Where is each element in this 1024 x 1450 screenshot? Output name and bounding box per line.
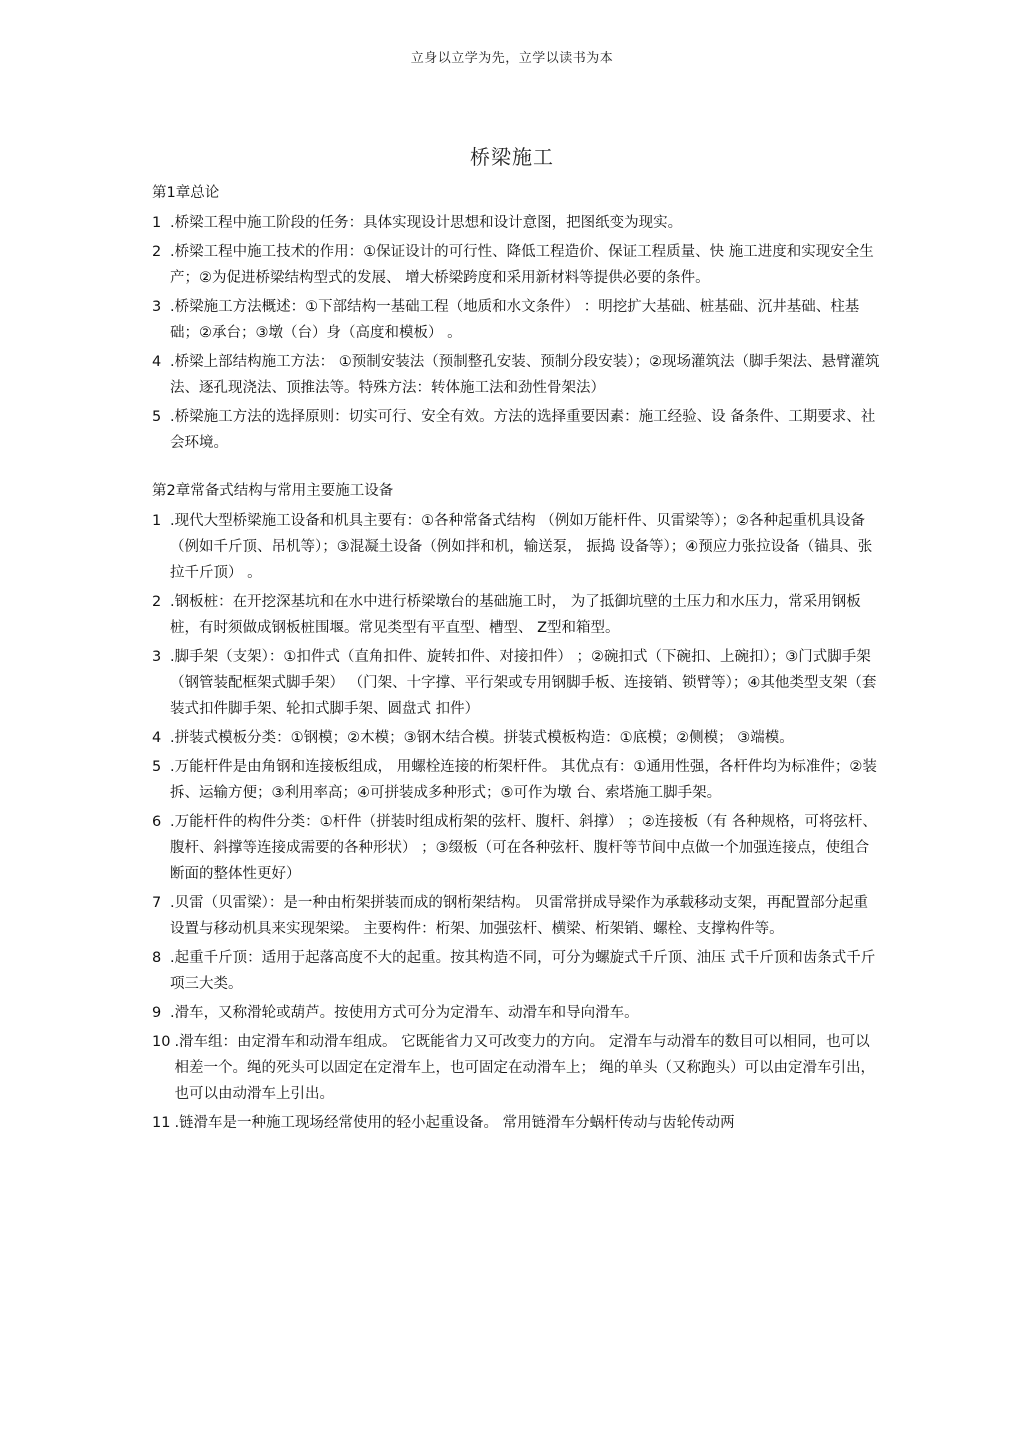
list-item <box>152 890 882 942</box>
item-number: 2 <box>152 594 162 610</box>
item-number: 2 <box>152 244 162 260</box>
item-text: .拼装式模板分类：①钢模；②木模；③钢木结合模。拼装式模板构造：①底模；②侧模； ③端模。 <box>170 730 794 746</box>
list-item <box>152 589 882 641</box>
list-item <box>152 754 882 806</box>
item-text: .起重千斤顶：适用于起落高度不大的起重。按其构造不同，可分为螺旋式千斤顶、油压 式千斤顶和齿条式千斤项三大类。 <box>170 950 876 992</box>
item-text: .贝雷（贝雷梁）：是一种由桁架拼装而成的钢桁架结构。 贝雷常拼成导梁作为承载移动支架，再配置部分起重设置与移动机具来实现架梁。 主要构件：桁架、加强弦杆、横梁、桁架销、螺栓、支撑构件等。 <box>170 895 868 937</box>
item-text: .现代大型桥梁施工设备和机具主要有：①各种常备式结构 （例如万能杆件、贝雷梁等）；②各种起重机具设备（例如千斤顶、吊机等）；③混凝土设备（例如拌和机，输送泵， 振捣 设备等）；④预应力张拉设备（锚具、张拉千斤顶） 。 <box>170 513 873 581</box>
item-number: 7 <box>152 895 162 911</box>
document-body <box>152 180 882 1139</box>
item-number: 5 <box>152 759 162 775</box>
item-number: 11 <box>152 1115 171 1131</box>
item-number: 4 <box>152 354 162 370</box>
list-item <box>152 725 882 751</box>
list-item <box>152 239 882 291</box>
item-text: .链滑车是一种施工现场经常使用的轻小起重设备。 常用链滑车分蜗杆传动与齿轮传动两 <box>174 1115 735 1131</box>
list-item <box>152 809 882 887</box>
list-item <box>152 1000 882 1026</box>
item-text: .桥梁工程中施工技术的作用：①保证设计的可行性、降低工程造价、保证工程质量、快 施工进度和实现安全生产；②为促进桥梁结构型式的发展、 增大桥梁跨度和采用新材料等提供必要的条件。 <box>170 244 874 286</box>
list-item <box>152 1029 882 1107</box>
list-item <box>152 294 882 346</box>
list-item <box>152 210 882 236</box>
item-number: 3 <box>152 299 162 315</box>
item-text: .万能杆件的构件分类：①杆件（拼装时组成桁架的弦杆、腹杆、斜撑） ；②连接板（有 各种规格，可将弦杆、腹杆、斜撑等连接成需要的各种形状） ；③缀板（可在各种弦杆、腹杆等节间中点做一个加强连接点，使组合断面的整体性更好） <box>170 814 877 882</box>
chapter-1-heading: 第1章总论 <box>152 185 220 201</box>
item-text: .桥梁施工方法的选择原则：切实可行、安全有效。方法的选择重要因素：施工经验、设 备条件、工期要求、社会环境。 <box>170 409 876 451</box>
list-item <box>152 945 882 997</box>
item-number: 1 <box>152 513 162 529</box>
item-text: .钢板桩：在开挖深基坑和在水中进行桥梁墩台的基础施工时， 为了抵御坑壁的土压力和水压力，常采用钢板桩，有时须做成钢板桩围堰。常见类型有平直型、槽型、 Z型和箱型。 <box>170 594 861 636</box>
item-number: 1 <box>152 215 162 231</box>
item-text: .桥梁施工方法概述：①下部结构一基础工程（地质和水文条件） ：明挖扩大基础、桩基础、沉井基础、柱基础；②承台；③墩（台）身（高度和模板） 。 <box>170 299 860 341</box>
list-item <box>152 349 882 401</box>
item-text: .滑车组：由定滑车和动滑车组成。 它既能省力又可改变力的方向。 定滑车与动滑车的数目可以相同，也可以相差一个。绳的死头可以固定在定滑车上，也可固定在动滑车上； 绳的单头（又称跑头）可以由定滑车引出，也可以由动滑车上引出。 <box>174 1034 876 1102</box>
item-number: 8 <box>152 950 162 966</box>
list-item <box>152 404 882 456</box>
item-number: 4 <box>152 730 162 746</box>
item-number: 3 <box>152 649 162 665</box>
item-number: 9 <box>152 1005 162 1021</box>
item-text: .桥梁上部结构施工方法： ①预制安装法（预制整孔安装、预制分段安装）；②现场灌筑法（脚手架法、悬臂灌筑法、逐孔现浇法、顶推法等。特殊方法：转体施工法和劲性骨架法） <box>170 354 880 396</box>
document-title: 桥梁施工 <box>470 145 554 169</box>
page-header-motto: 立身以立学为先，立学以读书为本 <box>410 51 614 66</box>
item-text: .万能杆件是由角钢和连接板组成， 用螺栓连接的桁架杆件。 其优点有：①通用性强，各杆件均为标准件；②装拆、运输方便；③利用率高；④可拼装成多种形式；⑤可作为墩 台、索塔施工脚手架。 <box>170 759 877 801</box>
list-item <box>152 644 882 722</box>
list-item <box>152 1110 882 1136</box>
chapter-2-heading: 第2章常备式结构与常用主要施工设备 <box>152 483 394 499</box>
item-text: .脚手架（支架）：①扣件式（直角扣件、旋转扣件、对接扣件） ；②碗扣式（下碗扣、上碗扣）；③门式脚手架（钢管装配框架式脚手架） （门架、十字撑、平行架或专用钢脚手板、连接销、锁臂等）；④其他类型支架（套装式扣件脚手架、轮扣式脚手架、圆盘式 扣件） <box>170 649 877 717</box>
list-item <box>152 508 882 586</box>
item-number: 5 <box>152 409 162 425</box>
item-number: 6 <box>152 814 162 830</box>
item-number: 10 <box>152 1034 171 1050</box>
item-text: .滑车，又称滑轮或葫芦。按使用方式可分为定滑车、动滑车和导向滑车。 <box>170 1005 639 1021</box>
item-text: .桥梁工程中施工阶段的任务：具体实现设计思想和设计意图，把图纸变为现实。 <box>170 215 683 231</box>
